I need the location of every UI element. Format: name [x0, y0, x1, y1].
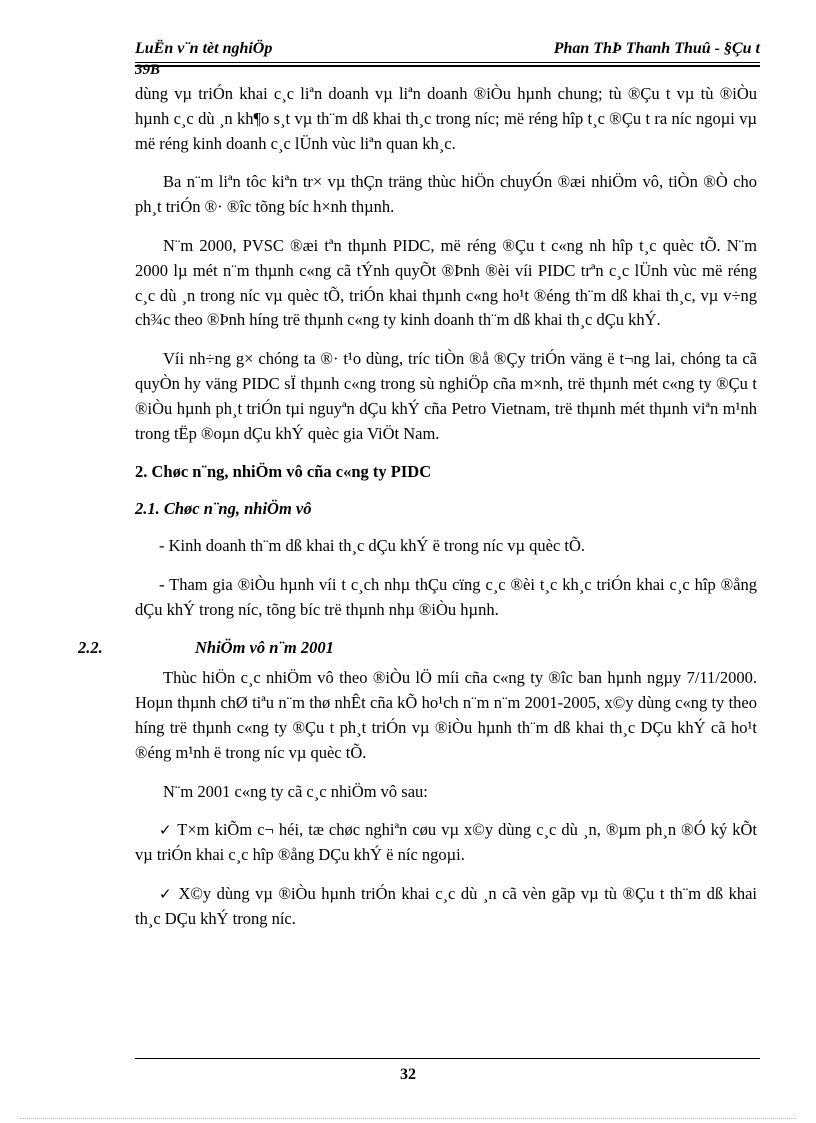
- section-heading: 2. Chøc n¨ng, nhiÖm vô cña c«ng ty PIDC: [135, 462, 432, 482]
- checkmark-icon: ✓: [159, 884, 173, 903]
- checkmark-icon: ✓: [159, 821, 173, 840]
- page-body: [78, 82, 758, 946]
- list-item: - Tham gia ®iÒu hµnh víi t c¸ch nhµ thÇu cïng c¸c ®èi t¸c kh¸c triÓn khai c¸c hîp ®ång dÇu khÝ trong níc, tõng bíc trë thµnh nhµ ®iÒu hµnh.: [135, 574, 757, 619]
- list-item-text: X©y dùng vµ ®iÒu hµnh triÓn khai c¸c dù ¸n cã vèn gãp vµ tù ®Çu t th¨m dß khai th¸c DÇu khÝ trong níc.: [135, 883, 757, 928]
- list-item: - Kinh doanh th¨m dß khai th¸c dÇu khÝ ë trong níc vµ quèc tÕ.: [159, 535, 586, 555]
- paragraph: dùng vµ triÓn khai c¸c liªn doanh vµ liªn doanh ®iÒu hµnh chung; tù ®Çu t vµ tù ®iÒu hµnh c¸c dù ¸n kh¶o s¸t vµ th¨m dß khai th¸c trong níc; më réng hîp t¸c ®Çu t ra níc ngoµi vµ më réng kinh doanh c¸c lÜnh vùc liªn quan kh¸c.: [135, 84, 757, 153]
- list-item: [135, 882, 757, 932]
- header-author: Phan ThÞ Thanh Thuû - §Çu t: [553, 40, 760, 57]
- paragraph: N¨m 2001 c«ng ty cã c¸c nhiÖm vô sau:: [163, 781, 428, 801]
- paragraph: N¨m 2000, PVSC ®æi tªn thµnh PIDC, më réng ®Çu t c«ng nh hîp t¸c quèc tÕ. N¨m 2000 lµ mét n¨m thµnh c«ng cã tÝnh quyÕt ®Þnh ®èi víi PIDC trªn c¸c lÜnh vùc më réng c¸c dù ¸n trong níc vµ quèc tÕ, triÓn khai thµnh c«ng ho¹t ®éng th¨m dß khai th¸c, vµ v÷ng ch¾c theo ®Þnh híng trë thµnh c«ng ty kinh doanh th¨m dß khai th¸c dÇu khÝ.: [135, 235, 757, 330]
- subsection-number: 2.2.: [78, 638, 103, 658]
- page-number: 32: [400, 1066, 416, 1083]
- header-class: 39B: [135, 62, 161, 78]
- footer-rule: [135, 1058, 760, 1059]
- subsection-heading-2-2: [78, 636, 757, 666]
- subsection-title: NhiÖm vô n¨m 2001: [195, 638, 334, 658]
- paragraph: Víi nh÷ng g× chóng ta ®· t¹o dùng, tríc tiÒn ®å ®Çy triÓn väng ë t¬ng lai, chóng ta cã quyÒn hy väng PIDC sÏ thµnh c«ng trong sù nghiÖp cña m×nh, trë thµnh mét c«ng ty ®Çu t ®iÒu hµnh ph¸t triÓn tµi nguyªn dÇu khÝ cña Petro Vietnam, trë thµnh mét thµnh viªn m¹nh trong tËp ®oµn dÇu khÝ quèc gia ViÖt Nam.: [135, 349, 757, 443]
- list-item-text: T×m kiÕm c¬ héi, tæ chøc nghiªn cøu vµ x©y dùng c¸c dù ¸n, ®µm ph¸n ®Ó ký kÕt vµ triÓn khai c¸c hîp ®ång DÇu khÝ ë níc ngoµi.: [135, 820, 758, 865]
- paragraph: Ba n¨m liªn tôc kiªn tr× vµ thÇn träng thùc hiÖn chuyÓn ®æi nhiÖm vô, tiÒn ®Ò cho ph¸t triÓn ®· ®îc tõng bíc h×nh thµnh.: [135, 172, 757, 217]
- page-edge-divider: [20, 1118, 796, 1119]
- subsection-heading: 2.1. Chøc n¨ng, nhiÖm vô: [135, 499, 312, 519]
- paragraph: Thùc hiÖn c¸c nhiÖm vô theo ®iÒu lÖ míi cña c«ng ty ®îc ban hµnh ngµy 7/11/2000. Hoµn thµnh chØ tiªu n¨m thø nhÊt cña kÕ ho¹ch n¨m n¨m 2001-2005, x©y dùng c«ng ty theo híng trë thµnh c«ng ty ®Çu t ph¸t triÓn vµ ®iÒu hµnh th¨m dß khai th¸c DÇu khÝ cã ho¹t ®éng m¹nh ë trong níc vµ quèc tÕ.: [135, 668, 757, 762]
- header-rule-thick: [135, 65, 760, 67]
- header-thesis-title: LuËn v¨n tèt nghiÖp: [135, 40, 273, 57]
- header-rule-thin: [135, 62, 760, 63]
- list-item: [135, 818, 757, 868]
